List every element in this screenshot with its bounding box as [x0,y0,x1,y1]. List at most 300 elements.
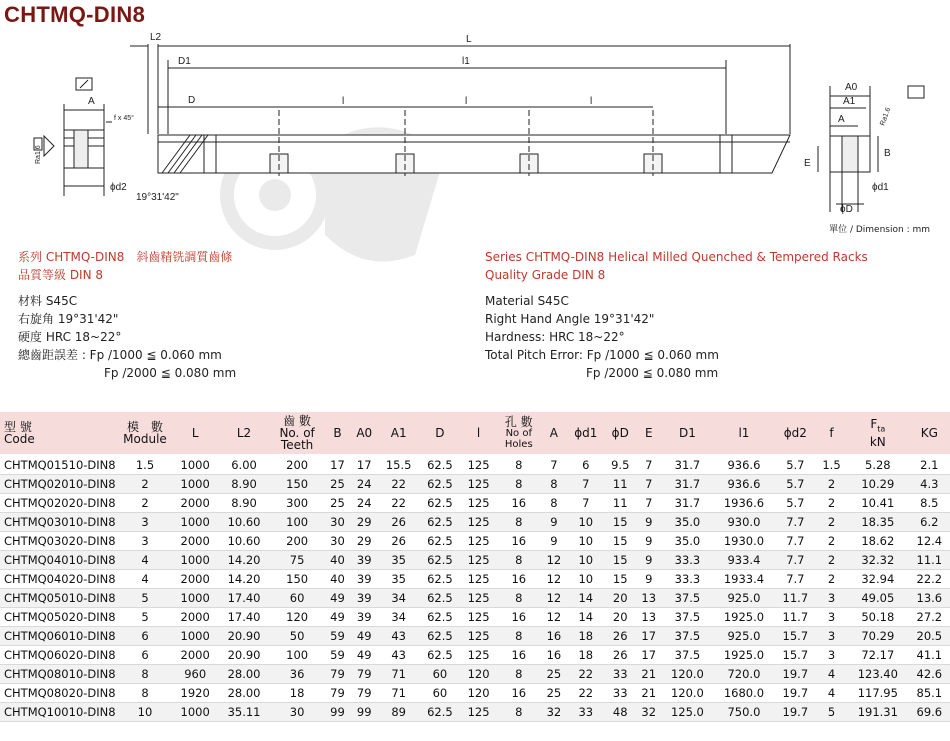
table-cell: 49 [324,608,350,627]
table-cell-code: CHTMQ04020-DIN8 [0,570,118,589]
table-row [0,570,950,589]
table-cell: 6.2 [909,513,950,532]
roughness-left: Ra1.6 [35,145,42,164]
table-cell: 8 [497,589,541,608]
table-row [0,455,950,475]
table-cell: 1000 [172,475,218,494]
table-cell: 4.3 [909,475,950,494]
table-cell: 125 [461,551,497,570]
table-cell: 8.90 [218,475,269,494]
table-cell: 43 [378,646,419,665]
table-cell: 120.0 [662,665,713,684]
table-cell: 7.7 [775,513,816,532]
table-cell: 62.5 [419,475,460,494]
description-chinese [18,248,458,382]
table-cell: 16 [497,646,541,665]
table-cell: 60 [419,665,460,684]
table-cell: 2 [816,570,847,589]
table-cell: 150 [270,570,325,589]
table-cell: 18 [567,627,605,646]
table-cell: 18 [270,684,325,703]
table-cell: 125 [461,627,497,646]
table-cell: 33 [605,665,636,684]
table-cell: 936.6 [713,475,775,494]
table-cell: 2000 [172,532,218,551]
table-cell: 1.5 [118,455,172,475]
table-cell-code: CHTMQ05010-DIN8 [0,589,118,608]
dim-l2-label: L2 [150,32,162,43]
table-cell: 3 [118,532,172,551]
table-cell: 750.0 [713,703,775,722]
table-cell: 925.0 [713,589,775,608]
table-cell: 16 [497,570,541,589]
table-cell: 62.5 [419,494,460,513]
table-cell-code: CHTMQ10010-DIN8 [0,703,118,722]
table-cell: 35 [378,570,419,589]
table-cell: 7 [567,475,605,494]
table-cell: 2 [118,494,172,513]
table-row [0,684,950,703]
table-cell: 4 [118,551,172,570]
table-cell: 1000 [172,589,218,608]
table-cell: 39 [350,551,378,570]
table-cell: 125 [461,455,497,475]
table-cell: 43 [378,627,419,646]
table-cell: 71 [378,684,419,703]
table-cell: 39 [350,608,378,627]
right-end-view [818,86,924,212]
col-holes: 孔 數 No of Holes [497,412,541,455]
table-cell: 20 [605,589,636,608]
table-cell: 8.5 [909,494,950,513]
table-cell: 9.5 [605,455,636,475]
table-cell: 26 [605,627,636,646]
table-cell: 79 [324,665,350,684]
table-cell: 2000 [172,646,218,665]
table-cell: 9 [541,532,567,551]
table-row [0,627,950,646]
table-cell: 1936.6 [713,494,775,513]
table-cell: 34 [378,589,419,608]
table-row [0,703,950,722]
table-cell: 16 [497,532,541,551]
table-cell: 60 [419,684,460,703]
col-b: B [324,412,350,455]
table-cell: 13 [636,608,662,627]
table-cell: 17.40 [218,608,269,627]
dim-a-left: A [88,96,95,107]
col-a1: A1 [378,412,419,455]
table-cell: 16 [541,646,567,665]
table-cell: 25 [324,494,350,513]
table-cell: 1000 [172,703,218,722]
table-cell: 8 [497,703,541,722]
table-cell: 34 [378,608,419,627]
quality-grade-en: Quality Grade DIN 8 [485,268,606,282]
table-cell: 1920 [172,684,218,703]
table-cell: 62.5 [419,627,460,646]
col-a0: A0 [350,412,378,455]
table-cell: 11 [605,475,636,494]
unit-note: 單位 / Dimension : mm [829,225,930,235]
table-cell: 24 [350,494,378,513]
table-cell: 5.7 [775,475,816,494]
col-d: D [419,412,460,455]
table-cell: 5 [816,703,847,722]
table-cell: 31.7 [662,475,713,494]
table-cell: 5 [118,608,172,627]
table-cell: 17 [636,627,662,646]
table-cell: 15.5 [378,455,419,475]
table-cell: 13.6 [909,589,950,608]
table-cell: 70.29 [847,627,909,646]
table-cell: 32 [541,703,567,722]
table-cell: 25 [541,665,567,684]
table-cell: 10.60 [218,513,269,532]
dim-l1-label: l1 [462,56,470,67]
dim-l-label: L [466,34,472,45]
table-row [0,646,950,665]
table-cell: 16 [541,627,567,646]
table-cell: 2000 [172,494,218,513]
table-cell: 33.3 [662,570,713,589]
dim-b-label: B [884,148,891,159]
table-cell: 15 [605,551,636,570]
table-cell: 21 [636,665,662,684]
col-d1: D1 [662,412,713,455]
table-cell: 41.1 [909,646,950,665]
table-cell: 69.6 [909,703,950,722]
table-cell: 22.2 [909,570,950,589]
table-cell: 3 [816,589,847,608]
table-cell: 17 [636,646,662,665]
table-cell: 14.20 [218,551,269,570]
table-row [0,513,950,532]
col-l1: l1 [713,412,775,455]
table-row [0,475,950,494]
table-cell: 19.7 [775,703,816,722]
table-cell: 8 [497,665,541,684]
table-cell: 62.5 [419,646,460,665]
col-code: 型 號 Code [0,412,118,455]
spec-table [0,412,950,722]
table-cell: 22 [567,665,605,684]
table-cell: 30 [324,513,350,532]
col-kg: KG [909,412,950,455]
table-cell: 720.0 [713,665,775,684]
table-cell: 48 [605,703,636,722]
table-cell: 960 [172,665,218,684]
table-row [0,608,950,627]
table-cell: 22 [378,494,419,513]
table-cell: 120 [461,684,497,703]
table-cell: 26 [605,646,636,665]
table-cell: 123.40 [847,665,909,684]
table-cell: 31.7 [662,455,713,475]
table-cell: 2 [816,494,847,513]
table-cell: 7 [636,455,662,475]
table-cell: 33 [567,703,605,722]
page-title: CHTMQ-DIN8 [4,2,146,27]
table-row [0,551,950,570]
table-cell: 8 [118,684,172,703]
table-cell: 10 [567,551,605,570]
table-cell: 32.94 [847,570,909,589]
table-cell: 99 [324,703,350,722]
rack-technical-drawing [0,26,950,240]
table-cell: 4 [816,665,847,684]
table-cell: 8 [541,494,567,513]
table-cell: 2.1 [909,455,950,475]
table-cell: 25 [541,684,567,703]
table-cell: 6 [567,455,605,475]
table-cell-code: CHTMQ02010-DIN8 [0,475,118,494]
table-cell: 150 [270,475,325,494]
table-cell: 125 [461,608,497,627]
angle-en: Right Hand Angle 19°31'42" [485,312,655,326]
table-cell-code: CHTMQ03020-DIN8 [0,532,118,551]
table-cell: 32 [636,703,662,722]
table-cell: 2 [816,551,847,570]
table-cell: 125.0 [662,703,713,722]
table-cell: 1680.0 [713,684,775,703]
table-cell: 10.41 [847,494,909,513]
table-cell: 11 [605,494,636,513]
dim-d-label: D [188,95,196,106]
table-cell: 11.1 [909,551,950,570]
table-cell-code: CHTMQ05020-DIN8 [0,608,118,627]
table-cell: 62.5 [419,570,460,589]
table-cell: 35.11 [218,703,269,722]
table-cell: 35.0 [662,513,713,532]
table-cell: 24 [350,475,378,494]
table-cell: 8 [118,665,172,684]
table-cell-code: CHTMQ03010-DIN8 [0,513,118,532]
hardness-en: Hardness: HRC 18~22° [485,330,625,344]
table-cell: 15 [605,513,636,532]
material-en: Material S45C [485,294,569,308]
table-cell: 37.5 [662,646,713,665]
table-cell: 42.6 [909,665,950,684]
table-cell: 125 [461,513,497,532]
table-cell: 12 [541,570,567,589]
table-cell: 12 [541,608,567,627]
table-cell: 49.05 [847,589,909,608]
table-cell: 125 [461,646,497,665]
table-cell: 10 [567,570,605,589]
table-cell: 28.00 [218,665,269,684]
table-cell: 28.00 [218,684,269,703]
table-cell: 125 [461,570,497,589]
table-cell: 5 [118,589,172,608]
table-cell: 62.5 [419,703,460,722]
table-cell: 200 [270,455,325,475]
table-cell: 5.7 [775,455,816,475]
table-cell: 1933.4 [713,570,775,589]
col-a: A [541,412,567,455]
dim-phid-label: ϕD [840,204,853,215]
table-cell: 2 [816,475,847,494]
dim-l-span-3: l [590,96,593,107]
table-cell: 27.2 [909,608,950,627]
table-row [0,589,950,608]
table-cell: 29 [350,513,378,532]
table-cell: 125 [461,703,497,722]
table-cell: 4 [816,684,847,703]
table-cell: 7 [567,494,605,513]
col-l: L [172,412,218,455]
table-cell: 15 [605,570,636,589]
table-cell: 9 [636,551,662,570]
table-cell: 30 [270,703,325,722]
angle-cn: 右旋角 19°31'42" [18,312,119,326]
table-cell: 33.3 [662,551,713,570]
table-cell: 37.5 [662,608,713,627]
table-cell: 49 [350,627,378,646]
table-cell: 18.35 [847,513,909,532]
table-cell: 8 [541,475,567,494]
pitch-error-cn-2: Fp /2000 ≦ 0.080 mm [104,366,237,380]
table-cell: 7.7 [775,532,816,551]
table-cell: 12 [541,551,567,570]
dim-a1-label: A1 [843,96,856,107]
dim-d2-label: ϕd2 [110,182,127,193]
table-cell: 117.95 [847,684,909,703]
table-cell: 1000 [172,551,218,570]
table-cell: 8 [497,455,541,475]
table-cell: 3 [118,513,172,532]
roughness-right: Ra1.6 [879,106,893,127]
table-cell: 33 [605,684,636,703]
table-cell: 6.00 [218,455,269,475]
table-cell: 14 [567,589,605,608]
table-cell: 50.18 [847,608,909,627]
table-cell: 20.90 [218,646,269,665]
dim-e-label: E [804,158,811,169]
col-e: E [636,412,662,455]
table-cell: 300 [270,494,325,513]
table-cell: 10.29 [847,475,909,494]
rack-front-view [130,44,790,176]
table-cell: 20 [605,608,636,627]
table-cell: 31.7 [662,494,713,513]
table-cell: 50 [270,627,325,646]
table-cell: 12.4 [909,532,950,551]
table-cell: 62.5 [419,608,460,627]
table-cell: 19.7 [775,684,816,703]
table-cell: 40 [324,570,350,589]
col-d1-phi: ϕd1 [567,412,605,455]
table-cell: 59 [324,627,350,646]
table-cell: 8 [497,513,541,532]
table-cell-code: CHTMQ06010-DIN8 [0,627,118,646]
table-cell: 100 [270,513,325,532]
table-cell: 925.0 [713,627,775,646]
table-cell-code: CHTMQ01510-DIN8 [0,455,118,475]
table-cell: 75 [270,551,325,570]
table-cell: 5.28 [847,455,909,475]
dim-d1-label: D1 [178,56,191,67]
table-cell: 936.6 [713,455,775,475]
table-cell: 15.7 [775,627,816,646]
table-cell: 14.20 [218,570,269,589]
table-cell: 10.60 [218,532,269,551]
table-cell: 40 [324,551,350,570]
table-cell: 3 [816,608,847,627]
table-cell: 125 [461,475,497,494]
table-cell-code: CHTMQ08010-DIN8 [0,665,118,684]
table-cell: 2000 [172,570,218,589]
table-cell: 85.1 [909,684,950,703]
table-cell-code: CHTMQ08020-DIN8 [0,684,118,703]
pitch-error-cn: 總齒距誤差 : Fp /1000 ≦ 0.060 mm [18,348,222,362]
table-cell: 1925.0 [713,608,775,627]
table-cell: 1000 [172,513,218,532]
col-teeth: 齒 數 No. of Teeth [270,412,325,455]
table-cell-code: CHTMQ02020-DIN8 [0,494,118,513]
table-cell: 9 [541,513,567,532]
table-cell: 62.5 [419,551,460,570]
table-cell: 2 [816,513,847,532]
table-cell: 1925.0 [713,646,775,665]
table-cell: 32.32 [847,551,909,570]
series-title-cn: 系列 CHTMQ-DIN8 斜齒精铣調質齒條 [18,250,233,264]
table-cell: 930.0 [713,513,775,532]
dim-a0-label: A0 [845,82,858,93]
table-cell: 62.5 [419,455,460,475]
dim-a-right: A [838,114,845,125]
table-row [0,494,950,513]
table-cell: 62.5 [419,532,460,551]
table-cell: 16 [497,494,541,513]
table-cell: 36 [270,665,325,684]
left-end-view [34,78,112,196]
table-cell: 39 [350,589,378,608]
table-cell: 79 [350,684,378,703]
table-row [0,532,950,551]
table-cell-code: CHTMQ04010-DIN8 [0,551,118,570]
table-cell: 13 [636,589,662,608]
table-cell: 8 [497,551,541,570]
table-cell: 20.90 [218,627,269,646]
dim-l-span-1: l [342,96,345,107]
table-cell: 16 [497,608,541,627]
table-cell: 35.0 [662,532,713,551]
col-f: f [816,412,847,455]
table-cell: 18.62 [847,532,909,551]
hardness-cn: 硬度 HRC 18~22° [18,330,122,344]
table-cell: 11.7 [775,589,816,608]
table-cell: 15 [605,532,636,551]
table-cell: 2000 [172,608,218,627]
table-cell: 17.40 [218,589,269,608]
table-cell: 99 [350,703,378,722]
table-cell: 37.5 [662,627,713,646]
pitch-error-en-2: Fp /2000 ≦ 0.080 mm [586,366,719,380]
table-cell: 7.7 [775,551,816,570]
col-module: 模 數 Module [118,412,172,455]
description-english [485,248,945,382]
table-cell: 120.0 [662,684,713,703]
table-cell: 21 [636,684,662,703]
material-cn: 材料 S45C [18,294,78,308]
table-cell: 49 [324,589,350,608]
table-cell: 125 [461,589,497,608]
table-cell: 7.7 [775,570,816,589]
table-cell: 59 [324,646,350,665]
table-cell: 10 [567,532,605,551]
table-cell: 9 [636,513,662,532]
